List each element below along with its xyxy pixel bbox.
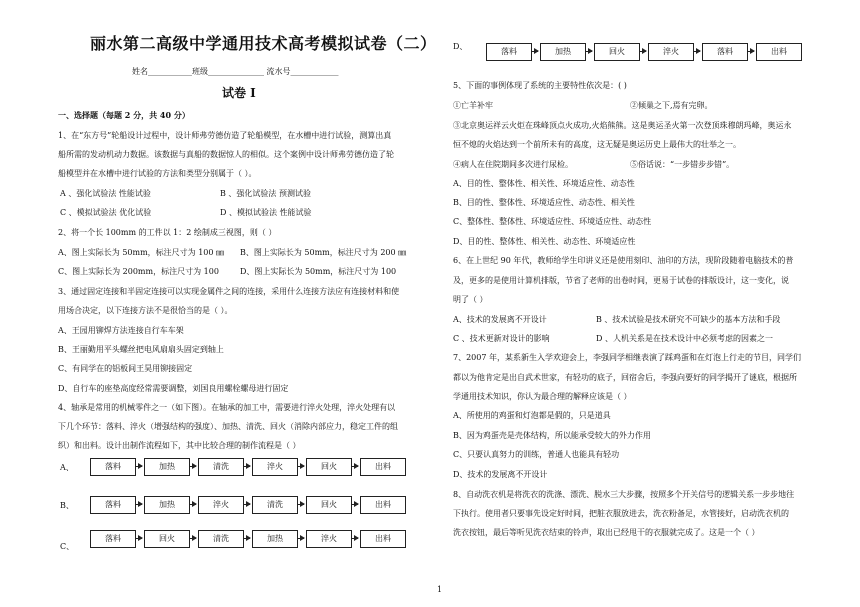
- q7-option-c: C、只要认真努力的训练，普通人也能具有轻功: [453, 450, 620, 459]
- flow-step: 落料: [90, 458, 136, 476]
- q6-option-b: B 、技术试验是技术研究不可缺少的基本方法和手段: [596, 315, 781, 324]
- q6-option-c: C 、技术更新对设计的影响: [453, 334, 550, 343]
- flow-arrow-icon: [244, 466, 250, 467]
- flow-step: 加热: [252, 530, 298, 548]
- flow-step: 淬火: [306, 530, 352, 548]
- flow-step: 淬火: [648, 43, 694, 61]
- q8-text: 洗衣按钮，最后等听见洗衣结束的铃声，取出已经甩干的衣服就完成了。这是一个（ ）: [453, 528, 760, 537]
- flow-arrow-icon: [190, 466, 196, 467]
- q3-option-c: C、有同学在的铝板间王昊用铆接固定: [58, 364, 193, 373]
- flow-step: 回火: [306, 496, 352, 514]
- q1-option-a: A 、强化试验法 性能试验: [60, 189, 151, 198]
- q6-text: 及，更多的是使用计算机排版，节省了老师的出卷时间，更易于试卷的排版设计，这一变化，说: [453, 276, 789, 285]
- q8-text: 8、自动洗衣机是将洗衣的洗涤、漂洗、脱水三大步骤，按照多个开关信号的逻辑关系一步步地往: [453, 490, 795, 499]
- q7-option-d: D、技术的发展离不开设计: [453, 470, 548, 479]
- q1-text: 船模型并在水槽中进行试验的方法和类型分别属于（ ）。: [58, 169, 257, 178]
- flow-arrow-icon: [298, 504, 304, 505]
- q4-option-a-label: A、: [60, 463, 74, 472]
- flow-arrow-icon: [190, 504, 196, 505]
- flow-step: 回火: [306, 458, 352, 476]
- flow-step: 出料: [360, 496, 406, 514]
- flow-arrow-icon: [352, 466, 358, 467]
- flow-arrow-icon: [298, 466, 304, 467]
- flow-arrow-icon: [694, 51, 700, 52]
- flow-arrow-icon: [532, 51, 538, 52]
- q1-option-c: C 、模拟试验法 优化试验: [60, 208, 152, 217]
- q4-text: 织）和出料。设计出制作流程如下，其中比较合理的制作流程是（ ）: [58, 441, 301, 450]
- q7-text: 学通用技术知识，你认为最合理的解释应该是（ ）: [453, 392, 632, 401]
- flow-step: 出料: [360, 458, 406, 476]
- flow-step: 出料: [360, 530, 406, 548]
- flow-arrow-icon: [136, 466, 142, 467]
- q3-option-b: B、王丽勤用平头螺丝把电风扇扇头固定到轴上: [58, 345, 224, 354]
- flow-arrow-icon: [244, 538, 250, 539]
- flow-step: 落料: [90, 530, 136, 548]
- flow-arrow-icon: [244, 504, 250, 505]
- q7-text: 7、2007 年，某系新生入学欢迎会上，李强同学相继表演了踩鸡蛋和在灯泡上行走的节目，同学们: [453, 353, 801, 362]
- q6-option-d: D 、人机关系是在技术设计中必须考虑的因素之一: [596, 334, 773, 343]
- q3-option-d: D、自行车的座垫高度经常需要调整，刘国良用螺栓螺母进行固定: [58, 384, 289, 393]
- q2-text: 2、将一个长 100mm 的工件以 1：2 绘制成三视图，则（ ）: [58, 228, 277, 237]
- q2-option-b: B、图上实际长为 50mm，标注尺寸为 200 ㎜: [240, 248, 407, 257]
- q4-option-b-label: B、: [60, 501, 74, 510]
- flow-arrow-icon: [640, 51, 646, 52]
- q1-option-b: B 、强化试验法 预测试验: [220, 189, 311, 198]
- q5-option-d: D、目的性、整体性、相关性、动态性、环境适应性: [453, 237, 636, 246]
- flow-step: 出料: [756, 43, 802, 61]
- flow-step: 清洗: [198, 530, 244, 548]
- flow-step: 落料: [90, 496, 136, 514]
- flow-arrow-icon: [586, 51, 592, 52]
- flow-arrow-icon: [190, 538, 196, 539]
- q7-option-b: B、因为鸡蛋壳是壳体结构，所以能承受较大的外力作用: [453, 431, 651, 440]
- flow-step: 回火: [144, 530, 190, 548]
- q3-option-a: A、王园用铆焊方法连接自行车车架: [58, 326, 184, 335]
- q1-text: 1、在“东方号”轮船设计过程中，设计师弗劳德仿造了轮船模型，在水槽中进行试验，测算出真: [58, 131, 392, 140]
- student-info-line: 姓名___________班级______________ 流水号____________: [132, 67, 339, 76]
- flow-step: 清洗: [198, 458, 244, 476]
- q5-item-2: ②倾巢之下,焉有完卵。: [630, 101, 713, 110]
- q5-text: 5、下面的事例体现了系统的主要特性依次是：( ): [453, 81, 627, 90]
- q2-option-c: C、图上实际长为 200mm，标注尺寸为 100: [58, 267, 219, 276]
- flow-step: 回火: [594, 43, 640, 61]
- q2-option-a: A、图上实际长为 50mm，标注尺寸为 100 ㎜: [58, 248, 225, 257]
- q3-text: 3、通过固定连接和半固定连接可以实现金属件之间的连接，采用什么连接方法应有连接材料和使: [58, 287, 400, 296]
- q4-option-c-label: C、: [60, 542, 75, 551]
- flow-step: 加热: [144, 458, 190, 476]
- q1-option-d: D 、模拟试验法 性能试验: [220, 208, 312, 217]
- q5-item-4: ④病人在住院期间多次进行尿检。: [453, 160, 573, 169]
- q7-option-a: A、所使用的鸡蛋和灯泡都是假的，只是道具: [453, 411, 611, 420]
- section-heading: 一、选择题（每题 2 分，共 40 分）: [58, 110, 190, 120]
- q6-option-a: A、技术的发展离不开设计: [453, 315, 547, 324]
- flow-step: 清洗: [252, 496, 298, 514]
- q5-item-3: 恒不熄的火焰达到一个前所未有的高度，这无疑是奥运历史上最伟大的壮举之一。: [453, 140, 741, 149]
- q4-option-d-label: D、: [453, 42, 468, 51]
- q5-item-5: ⑤俗话说：“一步错步步错”。: [630, 160, 735, 169]
- q5-option-b: B、目的性、整体性、环境适应性、动态性、相关性: [453, 198, 635, 207]
- flow-arrow-icon: [298, 538, 304, 539]
- q6-text: 明了（ ）: [453, 295, 488, 304]
- q6-text: 6、在上世纪 90 年代，教师给学生印讲义还是使用刻印、油印的方法，现阶段随着电脑技术的普: [453, 256, 794, 265]
- flow-step: 落料: [486, 43, 532, 61]
- flow-step: 加热: [144, 496, 190, 514]
- flow-arrow-icon: [352, 504, 358, 505]
- q5-option-a: A、目的性、整体性、相关性、环境适应性、动态性: [453, 179, 635, 188]
- q1-text: 船所需的发动机动力数据。该数据与真船的数据惊人的相似。这个案例中设计师弗劳德仿造了轮: [58, 150, 394, 159]
- q7-text: 都以为他肯定是出自武术世家，有轻功的底子，回宿舍后，李强向要好的同学揭开了谜底，根据所: [453, 373, 797, 382]
- paper-label: 试卷 Ⅰ: [222, 86, 256, 100]
- flow-step: 落料: [702, 43, 748, 61]
- q8-text: 下执行。使用者只要事先设定好时间，把脏衣服放进去，洗衣粉备足，水管接好，启动洗衣机的: [453, 509, 789, 518]
- page-number: 1: [437, 585, 443, 594]
- flow-step: 淬火: [198, 496, 244, 514]
- flow-arrow-icon: [136, 538, 142, 539]
- exam-title: 丽水第二高级中学通用技术高考模拟试卷（二）: [90, 34, 437, 53]
- q4-text: 4、轴承是常用的机械零件之一（如下图）。在轴承的加工中，需要进行淬火处理，淬火处理有以: [58, 403, 396, 412]
- flow-arrow-icon: [136, 504, 142, 505]
- q5-item-1: ①亡羊补牢: [453, 101, 493, 110]
- q5-option-c: C、整体性、整体性、环境适应性、环境适应性、动态性: [453, 217, 652, 226]
- flow-step: 加热: [540, 43, 586, 61]
- q5-item-3: ③北京奥运祥云火炬在珠峰顶点火成功,火焰熊熊。这是奥运圣火第一次登顶珠穆朗玛峰，奥运永: [453, 121, 792, 130]
- flow-arrow-icon: [352, 538, 358, 539]
- q4-text: 下几个环节：落料、淬火（增强结构的强度）、加热、清洗、回火（消除内部应力，稳定工件的组: [58, 422, 398, 431]
- flow-step: 淬火: [252, 458, 298, 476]
- q2-option-d: D、图上实际长为 50mm，标注尺寸为 100: [240, 267, 397, 276]
- q3-text: 用场合决定，以下连接方法不是很恰当的是（ ）。: [58, 306, 233, 315]
- flow-arrow-icon: [748, 51, 754, 52]
